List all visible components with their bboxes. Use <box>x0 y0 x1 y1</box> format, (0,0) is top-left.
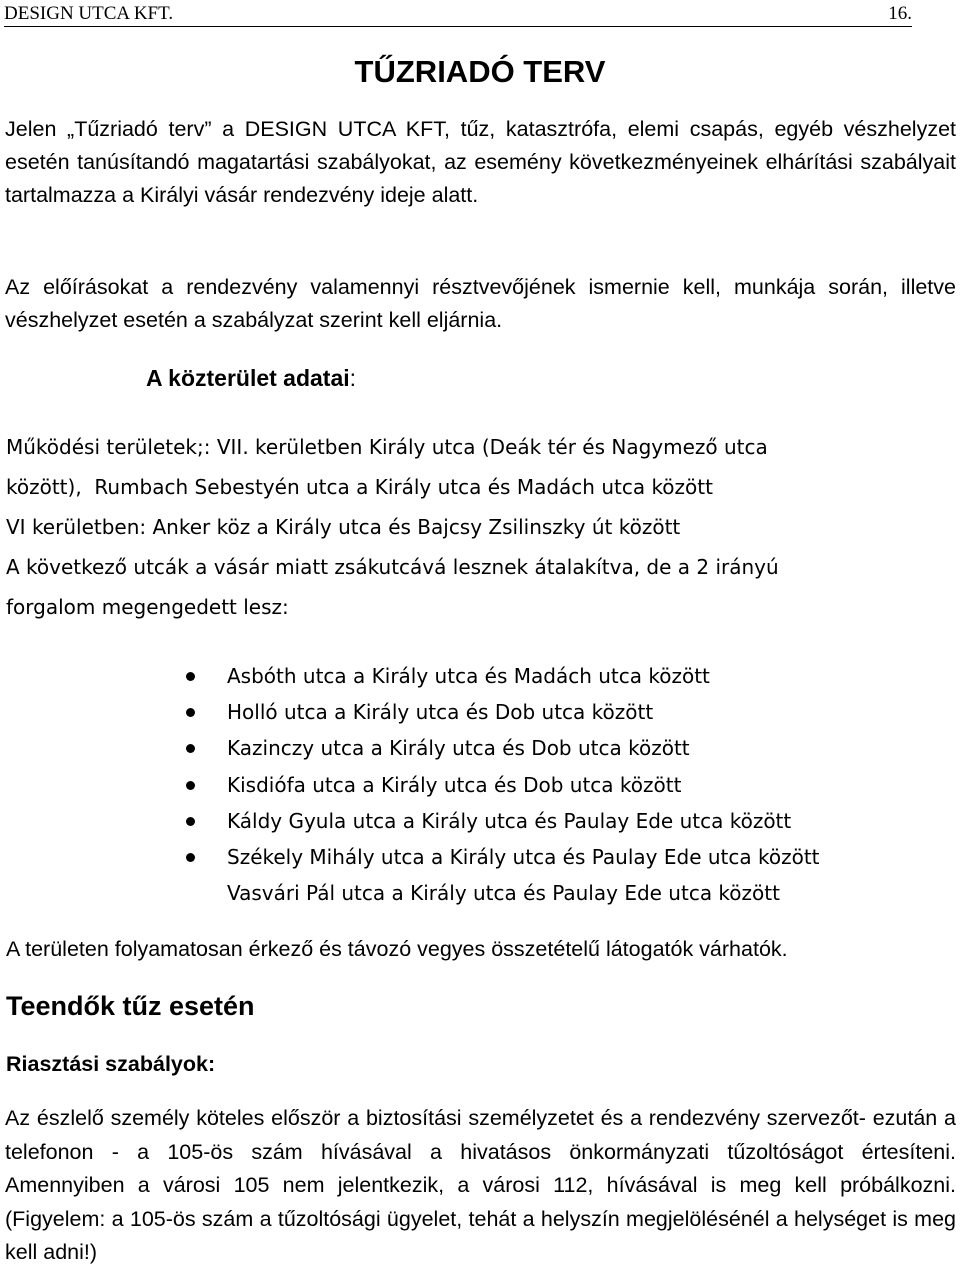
list-item <box>178 839 820 875</box>
header-page-number: 16. <box>888 3 912 24</box>
bullet-icon <box>186 817 195 826</box>
document-title: TŰZRIADÓ TERV <box>354 54 606 89</box>
area-heading-colon: : <box>349 365 357 391</box>
street-text: Holló utca a Király utca és Dob utca között <box>227 700 654 725</box>
street-text: Kisdiófa utca a Király utca és Dob utca között <box>227 772 682 797</box>
page-header <box>4 2 912 27</box>
list-item <box>178 803 820 839</box>
bullet-icon <box>186 744 195 753</box>
bullet-icon <box>186 708 195 717</box>
street-text: Káldy Gyula utca a Király utca és Paulay Ede utca között <box>227 808 792 833</box>
area-description <box>6 427 956 627</box>
street-text: Asbóth utca a Király utca és Madách utca között <box>227 664 710 688</box>
intro-paragraph: Jelen „Tűzriadó terv” a DESIGN UTCA KFT, tűz, katasztrófa, elemi csapás, egyéb vészhelyzet esetén tanúsítandó magatartási szabályokat, az esemény következményeinek elhárítási szabályait tartalmazza a Királyi vásár rendezvény ideje alatt. <box>5 117 956 207</box>
street-list <box>178 658 820 911</box>
area-heading <box>146 361 356 395</box>
header-company: DESIGN UTCA KFT. <box>4 3 174 24</box>
visitors-note: A területen folyamatosan érkező és távozó vegyes összetételű látogatók várhatók. <box>6 937 788 961</box>
bullet-icon <box>186 781 195 790</box>
area-line: VI kerületben: Anker köz a Király utca és Bajcsy Zsilinszky út között <box>6 515 681 539</box>
alarm-heading: Riasztási szabályok: <box>6 1052 216 1076</box>
area-heading-text: A közterület adatai <box>146 365 350 391</box>
alarm-paragraph: Az észlelő személy köteles először a biztosítási személyzetet és a rendezvény szervezőt- ezután a telefonon - a 105-ös szám hívásával a hivatásos önkormányzati tűzoltóságot értesíteni. Amennyiben a városi 105 nem jelentkezik, a városi 112, hívásával is meg kell próbálkozni. (Figyelem: a 105-ös szám a tűzoltósági ügyelet, tehát a helyszín megjelölésénél a helységet is meg kell adni!) <box>5 1106 956 1265</box>
list-item <box>178 694 820 730</box>
list-item <box>178 658 820 694</box>
area-line: Működési területek;: VII. kerületben Király utca (Deák tér és Nagymező utca <box>6 435 768 459</box>
bullet-icon <box>186 853 195 862</box>
list-item <box>178 875 820 911</box>
list-item <box>178 730 820 766</box>
street-text: Vasvári Pál utca a Király utca és Paulay Ede utca között <box>227 881 780 906</box>
area-line: forgalom megengedett lesz: <box>6 595 289 619</box>
street-text: Kazinczy utca a Király utca és Dob utca között <box>227 736 690 761</box>
rules-paragraph: Az előírásokat a rendezvény valamennyi résztvevőjének ismernie kell, munkája során, illetve vészhelyzet esetén a szabályzat szerint kell eljárnia. <box>5 275 956 332</box>
list-item <box>178 767 820 803</box>
fire-heading: Teendők tűz esetén <box>6 991 255 1021</box>
area-line: A következő utcák a vásár miatt zsákutcává lesznek átalakítva, de a 2 irányú <box>6 555 779 579</box>
bullet-icon <box>186 672 195 681</box>
area-line: között), Rumbach Sebestyén utca a Király utca és Madách utca között <box>6 475 713 499</box>
street-text: Székely Mihály utca a Király utca és Paulay Ede utca között <box>227 845 820 870</box>
